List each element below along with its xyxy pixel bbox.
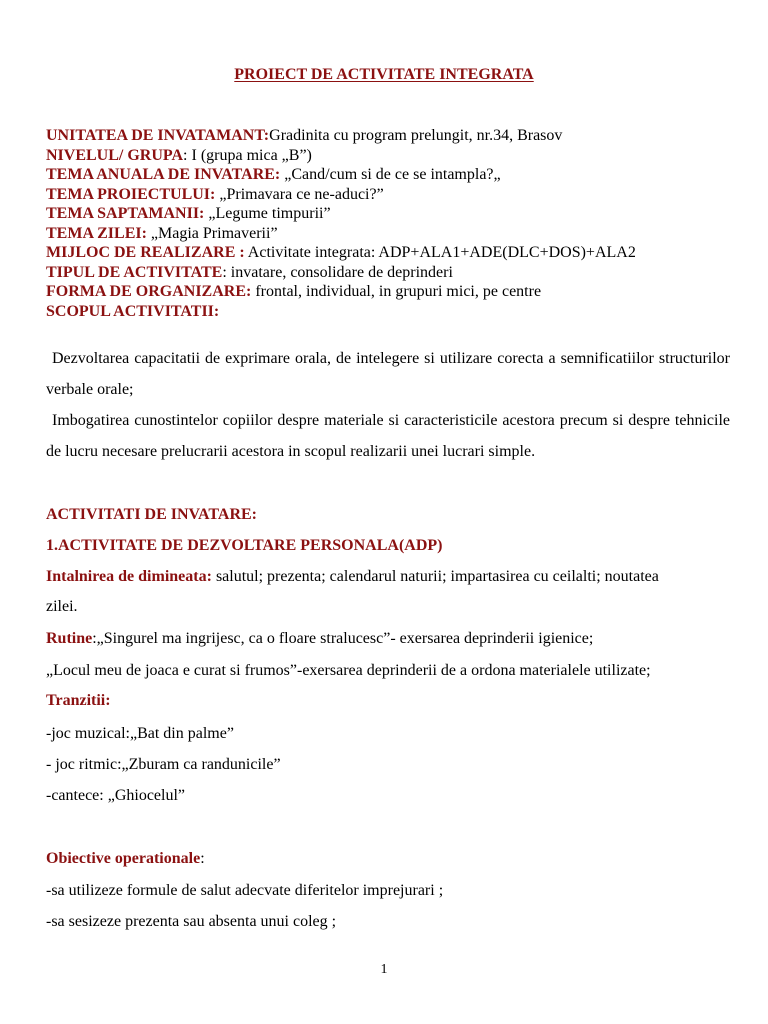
meta-label: MIJLOC DE REALIZARE : xyxy=(46,244,245,261)
meta-row-means xyxy=(46,243,736,263)
meta-label: TIPUL DE ACTIVITATE xyxy=(46,263,223,281)
meta-label: TEMA ZILEI: xyxy=(46,224,147,242)
adp-heading: 1.ACTIVITATE DE DEZVOLTARE PERSONALA(ADP) xyxy=(46,537,443,554)
page-number: 1 xyxy=(380,962,388,977)
activities-heading: ACTIVITATI DE INVATARE: xyxy=(46,506,257,523)
objectives-line xyxy=(46,850,205,868)
meta-row-day-theme xyxy=(46,224,736,244)
meta-row-organization xyxy=(46,282,736,302)
meta-label: UNITATEA DE INVATAMANT: xyxy=(46,127,270,144)
scope-paragraph-1 xyxy=(46,343,730,405)
meta-value: „Primavara ce ne-aduci?” xyxy=(215,185,384,203)
meta-value: „Cand/cum si de ce se intampla?„ xyxy=(280,166,501,183)
transitions-label: Tranzitii: xyxy=(46,692,111,709)
document-title: PROIECT DE ACTIVITATE INTEGRATA xyxy=(234,66,534,83)
meta-row-scope xyxy=(46,302,736,322)
transition-item: -cantece: „Ghiocelul” xyxy=(46,787,186,804)
meta-label: SCOPUL ACTIVITATII: xyxy=(46,302,220,320)
morning-meeting-line-2: zilei. xyxy=(46,598,78,615)
scope-text: Dezvoltarea capacitatii de exprimare orala, de intelegere si utilizare corecta a semnificatiilor structurilor verbale orale; xyxy=(46,350,730,398)
meta-label: FORMA DE ORGANIZARE: xyxy=(46,283,252,300)
meta-value: „Legume timpurii” xyxy=(204,205,331,222)
meta-value: : I (grupa mica „B”) xyxy=(183,146,312,164)
meta-value: Activitate integrata: ADP+ALA1+ADE(DLC+DOS)+ALA2 xyxy=(244,244,636,261)
meta-value: : invatare, consolidare de deprinderi xyxy=(222,263,453,281)
meta-row-project-theme xyxy=(46,185,736,205)
meta-row-level xyxy=(46,146,736,166)
meta-value: „Magia Primaverii” xyxy=(146,224,278,242)
routines-line xyxy=(46,630,593,648)
meta-row-activity-type xyxy=(46,263,736,283)
morning-meeting-label: Intalnirea de dimineata: xyxy=(46,568,212,585)
routines-line-2: „Locul meu de joaca e curat si frumos”-exersarea deprinderii de a ordona materialele utilizate; xyxy=(46,662,651,679)
routines-text: :„Singurel ma ingrijesc, ca o floare stralucesc”- exersarea deprinderii igienice; xyxy=(92,630,594,647)
meta-row-annual-theme xyxy=(46,165,736,185)
objectives-colon: : xyxy=(200,850,205,867)
meta-label: TEMA SAPTAMANII: xyxy=(46,205,205,222)
transition-item: - joc ritmic:„Zburam ca randunicile” xyxy=(46,756,281,773)
scope-text: Imbogatirea cunostintelor copiilor despre materiale si caracteristicile acestora precum si despre tehnicile de lucru necesare prelucrarii acestora in scopul realizarii unei lucrari simple. xyxy=(46,412,730,460)
meta-label: TEMA PROIECTULUI: xyxy=(46,185,216,203)
routines-label: Rutine xyxy=(46,630,93,647)
meta-value: frontal, individual, in grupuri mici, pe centre xyxy=(251,283,542,300)
meta-row-unit xyxy=(46,126,736,146)
transition-item: -joc muzical:„Bat din palme” xyxy=(46,725,234,742)
transitions-line xyxy=(46,692,111,710)
project-metadata xyxy=(46,126,736,321)
meta-label: TEMA ANUALA DE INVATARE: xyxy=(46,166,281,183)
objective-item: -sa utilizeze formule de salut adecvate diferitelor imprejurari ; xyxy=(46,882,444,899)
morning-meeting-line xyxy=(46,568,659,586)
scope-paragraph-2 xyxy=(46,405,730,467)
objectives-label: Obiective operationale xyxy=(46,850,201,867)
morning-meeting-text: salutul; prezenta; calendarul naturii; impartasirea cu ceilalti; noutatea xyxy=(211,568,659,585)
meta-label: NIVELUL/ GRUPA xyxy=(46,146,184,164)
meta-value: Gradinita cu program prelungit, nr.34, Brasov xyxy=(269,127,563,144)
meta-row-week-theme xyxy=(46,204,736,224)
objective-item: -sa sesizeze prezenta sau absenta unui coleg ; xyxy=(46,913,337,930)
